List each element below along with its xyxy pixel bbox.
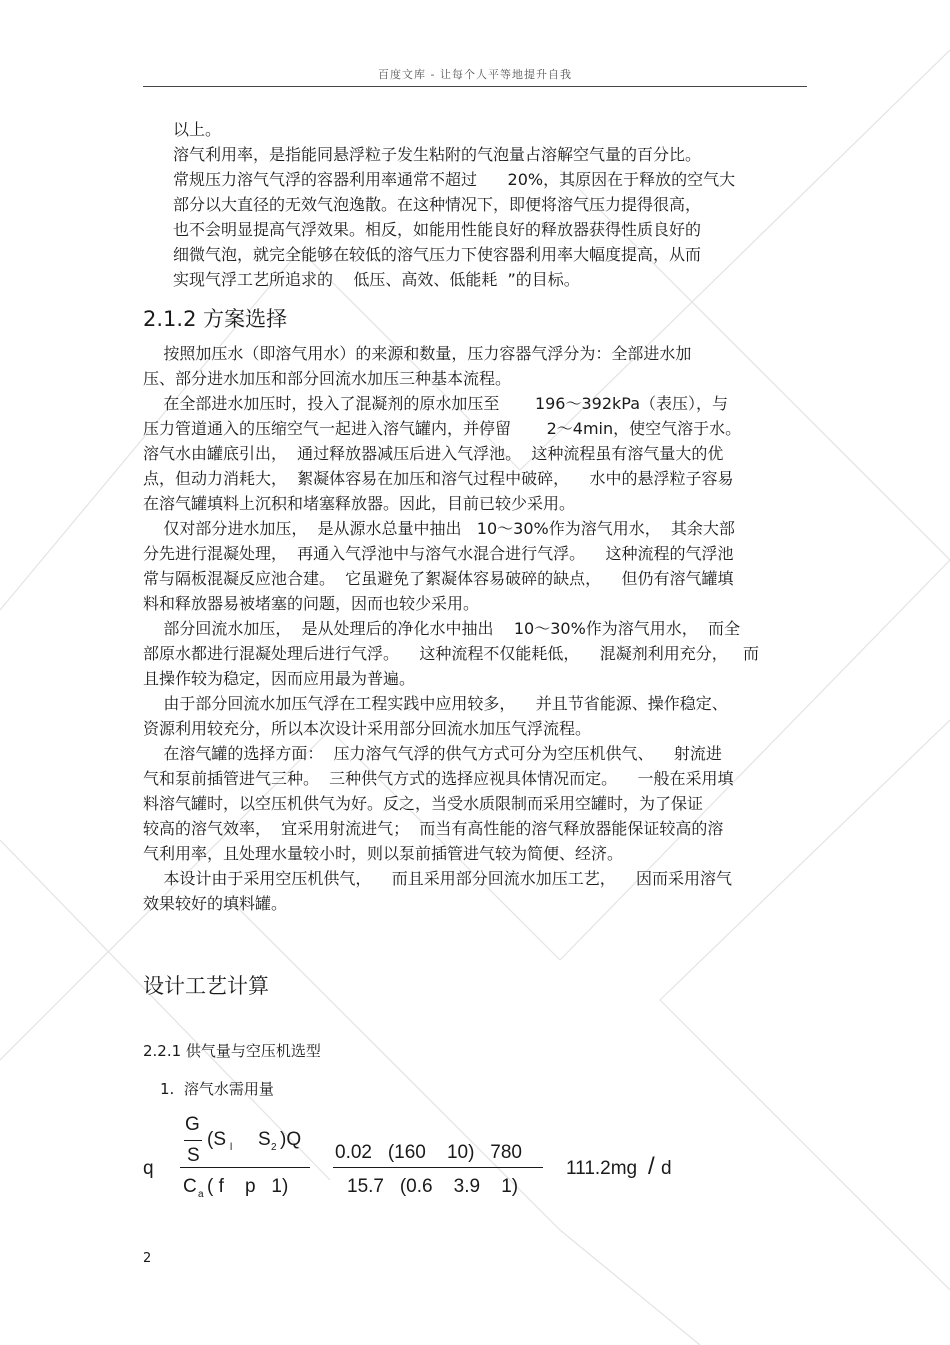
body-line: 气和泵前插管进气三种。 三种供气方式的选择应视具体情况而定。 一般在采用填 (143, 769, 734, 788)
list-item-1: 1. 溶气水需用量 (160, 1080, 274, 1098)
intro-line: 细微气泡，就完全能够在较低的溶气压力下使容器利用率大幅度提高，从而 (173, 245, 702, 264)
formula-close-q: )Q (280, 1129, 302, 1150)
formula-denominator-c: C (183, 1176, 197, 1197)
formula-main-bar (180, 1167, 310, 1168)
formula-denominator-values: 15.7 (0.6 3.9 1) (347, 1176, 519, 1197)
formula-result: 111.2mg (566, 1158, 638, 1179)
formula-unit: d (661, 1158, 672, 1179)
intro-line: 实现气浮工艺所追求的 低压、高效、低能耗 ”的目标。 (173, 270, 580, 289)
body-line: 在溶气罐填料上沉积和堵塞释放器。因此，目前已较少采用。 (143, 494, 576, 513)
intro-line: 也不会明显提高气浮效果。相反，如能用性能良好的释放器获得性质良好的 (173, 220, 702, 239)
body-line: 溶气水由罐底引出， 通过释放器减压后进入气浮池。 这种流程虽有溶气量大的优 (143, 444, 724, 463)
formula-subscript: a (198, 1189, 204, 1200)
body-line: 料溶气罐时，以空压机供气为好。反之，当受水质限制而采用空罐时，为了保证 (143, 794, 704, 813)
section-heading-design: 设计工艺计算 (143, 974, 269, 998)
formula-lhs: q (143, 1158, 154, 1179)
formula-g: G (185, 1114, 200, 1135)
body-line: 资源利用较充分，所以本次设计采用部分回流水加压气浮流程。 (143, 719, 592, 738)
body-line: 由于部分回流水加压气浮在工程实践中应用较多， 并且节省能源、操作稳定、 (143, 694, 728, 713)
page-number: 2 (143, 1251, 152, 1266)
body-line: 点，但动力消耗大， 絮凝体容易在加压和溶气过程中破碎， 水中的悬浮粒子容易 (143, 469, 734, 488)
body-line: 常与隔板混凝反应池合建。 它虽避免了絮凝体容易破碎的缺点， 但仍有溶气罐填 (143, 569, 734, 588)
body-line: 本设计由于采用空压机供气， 而且采用部分回流水加压工艺， 因而采用溶气 (143, 869, 733, 888)
formula-numerator-part: (S (207, 1129, 226, 1150)
body-line: 压、部分进水加压和部分回流水加压三种基本流程。 (143, 369, 512, 388)
formula-gs-bar (184, 1140, 202, 1141)
body-line: 仅对部分进水加压， 是从源水总量中抽出 10～30%作为溶气用水， 其余大部 (143, 519, 735, 538)
body-line: 气利用率，且处理水量较小时，则以泵前插管进气较为简便、经济。 (143, 844, 624, 863)
intro-line: 常规压力溶气气浮的容器利用率通常不超过 20%，其原因在于释放的空气大 (173, 170, 736, 189)
body-line: 部分回流水加压， 是从处理后的净化水中抽出 10～30%作为溶气用水， 而全 (143, 619, 740, 638)
intro-line: 部分以大直径的无效气泡逸散。在这种情况下，即便将溶气压力提得很高， (173, 195, 702, 214)
body-line: 压力管道通入的压缩空气一起进入溶气罐内，并停留 2～4min，使空气溶于水。 (143, 419, 742, 438)
body-line: 按照加压水（即溶气用水）的来源和数量，压力容器气浮分为：全部进水加 (143, 344, 692, 363)
formula-numerator-values: 0.02 (160 10) 780 (335, 1142, 522, 1163)
section-heading-212: 2.1.2 方案选择 (143, 307, 288, 331)
formula-values-bar (333, 1167, 543, 1168)
body-line: 分先进行混凝处理， 再通入气浮池中与溶气水混合进行气浮。 这种流程的气浮池 (143, 544, 734, 563)
body-line: 较高的溶气效率， 宜采用射流进气； 而当有高性能的溶气释放器能保证较高的溶 (143, 819, 724, 838)
intro-line: 溶气利用率，是指能同悬浮粒子发生粘附的气泡量占溶解空气量的百分比。 (173, 145, 702, 164)
body-line: 在溶气罐的选择方面： 压力溶气气浮的供气方式可分为空压机供气、 射流进 (143, 744, 722, 763)
body-line: 且操作较为稳定，因而应用最为普遍。 (143, 669, 416, 688)
body-line: 效果较好的填料罐。 (143, 894, 288, 913)
formula-subscript: l (230, 1142, 233, 1153)
intro-line: 以上。 (173, 120, 222, 139)
body-line: 料和释放器易被堵塞的问题，因而也较少采用。 (143, 594, 480, 613)
body-line: 在全部进水加压时，投入了混凝剂的原水加压至 196～392kPa（表压），与 (143, 394, 729, 413)
formula-subscript: 2 (271, 1142, 277, 1153)
header-rule (143, 86, 807, 87)
body-line: 部原水都进行混凝处理后进行气浮。 这种流程不仅能耗低， 混凝剂利用充分， 而 (143, 644, 759, 663)
page-header: 百度文库 - 让每个人平等地提升自我 (378, 68, 572, 81)
formula-s2: S (258, 1129, 271, 1150)
formula-slash: / (648, 1153, 655, 1180)
section-heading-221: 2.2.1 供气量与空压机选型 (143, 1042, 321, 1060)
formula-s: S (187, 1145, 200, 1166)
formula-denominator: ( f p 1) (207, 1176, 289, 1197)
